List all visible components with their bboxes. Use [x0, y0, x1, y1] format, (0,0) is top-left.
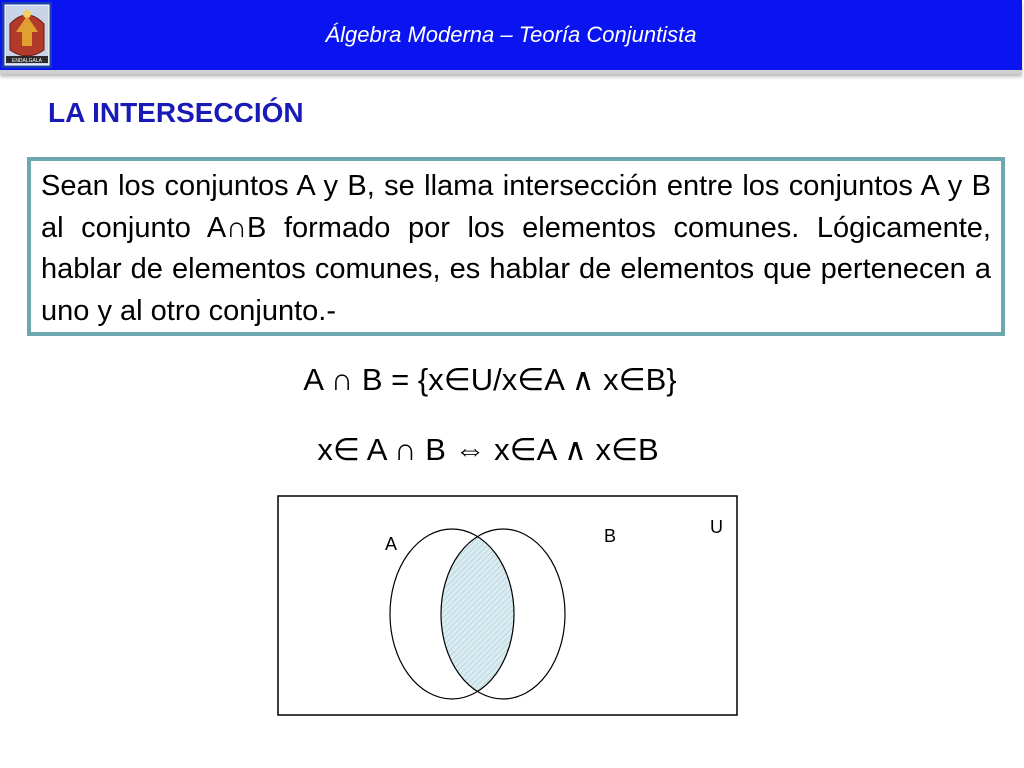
formula-equivalence: x∈ A ∩ B ⇔ x∈A ∧ x∈B	[317, 432, 659, 467]
formula-set-builder: A ∩ B = {x∈U/x∈A ∧ x∈B}	[303, 362, 677, 397]
definition-text: Sean los conjuntos A y B, se llama intersección entre los conjuntos A y B al conjunto A∩B formado por los elementos comunes. Lógicamente, hablar de elementos comunes, es hablar de elementos que pertenecen a uno y al otro conjunto.-	[41, 170, 991, 327]
universe-label: U	[710, 517, 723, 537]
venn-diagram	[277, 495, 739, 717]
set-b-label: B	[604, 526, 617, 546]
definition-box	[27, 157, 1005, 336]
set-a-label: A	[385, 534, 398, 554]
header-bar	[0, 0, 1022, 74]
section-title: LA INTERSECCIÓN	[48, 97, 304, 128]
svg-text:ENDALGALA: ENDALGALA	[11, 58, 43, 64]
header-title: Álgebra Moderna – Teoría Conjuntista	[325, 22, 697, 47]
